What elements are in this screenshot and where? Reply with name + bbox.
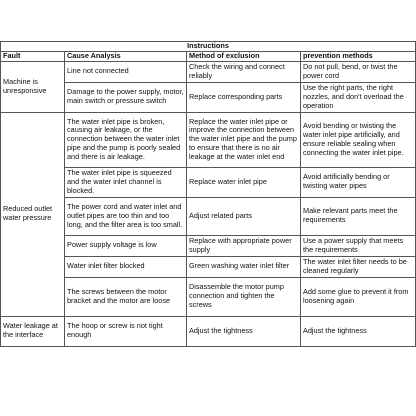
prevention-cell: Adjust the tightness	[301, 316, 416, 346]
header-prevention-methods: prevention methods	[301, 51, 416, 61]
table-row	[1, 112, 416, 167]
exclusion-cell: Replace water inlet pipe	[187, 167, 301, 197]
exclusion-cell: Adjust related parts	[187, 197, 301, 235]
prevention-cell: Do not pull, bend, or twist the power cord	[301, 61, 416, 82]
prevention-cell: Make relevant parts meet the requirements	[301, 197, 416, 235]
cause-cell: The water inlet pipe is squeezed and the water inlet channel is blocked.	[65, 167, 187, 197]
fault-cell: Reduced outlet water pressure	[1, 112, 65, 316]
header-cause-analysis: Cause Analysis	[65, 51, 187, 61]
table-title: Instructions	[1, 42, 416, 52]
exclusion-cell: Disassemble the motor pump connection and tighten the screws	[187, 277, 301, 316]
exclusion-cell: Green washing water inlet filter	[187, 256, 301, 277]
prevention-cell: Avoid bending or twisting the water inlet pipe artificially, and ensure reliable sealing when connecting the water inlet pipe.	[301, 112, 416, 167]
cause-cell: The power cord and water inlet and outlet pipes are too thin and too long, and the filter area is too small.	[65, 197, 187, 235]
table-row	[1, 61, 416, 82]
cause-cell: Water inlet filter blocked	[65, 256, 187, 277]
prevention-cell: Avoid artificially bending or twisting water pipes	[301, 167, 416, 197]
instructions-table-wrap	[0, 41, 415, 347]
prevention-cell: Add some glue to prevent it from loosening again	[301, 277, 416, 316]
cause-cell: The water inlet pipe is broken, causing air leakage, or the connection between the water inlet pipe and the pump is poorly sealed and there is air leakage.	[65, 112, 187, 167]
prevention-cell: Use a power supply that meets the requirements	[301, 235, 416, 256]
header-fault: Fault	[1, 51, 65, 61]
prevention-cell: The water inlet filter needs to be cleaned regularly	[301, 256, 416, 277]
exclusion-cell: Replace with appropriate power supply	[187, 235, 301, 256]
header-method-of-exclusion: Method of exclusion	[187, 51, 301, 61]
prevention-cell: Use the right parts, the right nozzles, and don't overload the operation	[301, 82, 416, 112]
cause-cell: Power supply voltage is low	[65, 235, 187, 256]
cause-cell: Line not connected	[65, 61, 187, 82]
table-row	[1, 316, 416, 346]
instructions-table	[0, 41, 416, 347]
exclusion-cell: Replace corresponding parts	[187, 82, 301, 112]
cause-cell: The screws between the motor bracket and the motor are loose	[65, 277, 187, 316]
fault-cell: Machine is unresponsive	[1, 61, 65, 112]
exclusion-cell: Check the wiring and connect reliably	[187, 61, 301, 82]
cause-cell: The hoop or screw is not tight enough	[65, 316, 187, 346]
cause-cell: Damage to the power supply, motor, main switch or pressure switch	[65, 82, 187, 112]
exclusion-cell: Replace the water inlet pipe or improve the connection between the water inlet pipe and the pump to ensure that there is no air leakage at the water inlet end	[187, 112, 301, 167]
fault-cell: Water leakage at the interface	[1, 316, 65, 346]
exclusion-cell: Adjust the tightness	[187, 316, 301, 346]
